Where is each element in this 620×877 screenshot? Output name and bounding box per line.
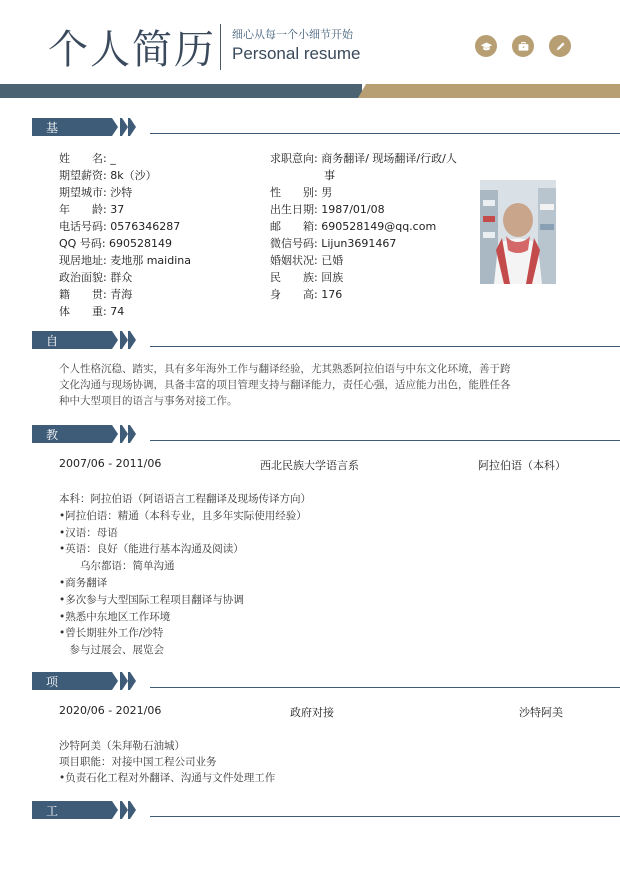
info-row: 现居地址: 麦地那 maidina (59, 254, 191, 267)
info-row: 微信号码: Lijun3691467 (270, 237, 397, 250)
self-line: 文化沟通与现场协调，具备丰富的项目管理支持与翻译能力，责任心强，适应能力出色，能胜任各 (59, 379, 511, 391)
self-line: 种中大型项目的语言与事务对接工作。 (59, 395, 238, 407)
project-line: 沙特阿美（朱拜勒石油城） (59, 740, 185, 752)
edu-line: •商务翻译 (59, 576, 108, 589)
graduation-cap-icon (475, 35, 497, 57)
info-row: 政治面貌: 群众 (59, 271, 133, 284)
basic-info-left (59, 150, 191, 320)
self-description (59, 361, 559, 409)
section-title-work: 工作经历 (46, 804, 59, 869)
briefcase-icon (512, 35, 534, 57)
pencil-icon (549, 35, 571, 57)
resume-title: 个人简历 (48, 27, 216, 73)
section-title-project: 项目经历 (46, 675, 59, 740)
edu-line: 乌尔都语：简单沟通 (59, 560, 175, 573)
profile-photo (480, 180, 556, 284)
info-row: 体 重: 74 (59, 305, 125, 318)
info-row: 身 高: 176 (270, 288, 343, 301)
project-line: •负责石化工程对外翻译、沟通与文件处理工作 (59, 772, 276, 784)
header-divider (220, 24, 221, 70)
education-period: 2007/06 - 2011/06 (59, 457, 162, 470)
header-band-dark (0, 84, 362, 98)
info-row: 期望城市: 沙特 (59, 186, 133, 199)
info-row: 籍 贯: 青海 (59, 288, 133, 301)
edu-line: •汉语：母语 (59, 526, 118, 539)
project-details (59, 738, 275, 786)
education-major: 阿拉伯语（本科） (478, 459, 566, 472)
project-company: 沙特阿美 (519, 706, 563, 719)
subtitle: Personal resume (232, 44, 361, 63)
info-row: 民 族: 回族 (270, 271, 344, 284)
info-row: 姓 名: _ (59, 152, 116, 165)
project-line: 项目职能：对接中国工程公司业务 (59, 756, 217, 768)
info-row: QQ 号码: 690528149 (59, 237, 173, 250)
header-band-gold (358, 84, 620, 98)
section-title-self: 自我描述 (46, 334, 59, 399)
edu-line: •英语：良好（能进行基本沟通及阅读） (59, 543, 244, 556)
edu-line: •曾长期驻外工作/沙特 (59, 627, 164, 640)
section-title-education: 教育经历 (46, 428, 59, 493)
project-period: 2020/06 - 2021/06 (59, 704, 162, 717)
edu-line: •熟悉中东地区工作环境 (59, 610, 171, 623)
section-title-basic: 基本信息 (46, 121, 59, 186)
info-row: 电话号码: 0576346287 (59, 220, 181, 233)
edu-line: 参与过展会、展览会 (59, 644, 164, 657)
info-row: 邮 箱: 690528149@qq.com (270, 220, 437, 233)
job-intent-row: 求职意向: 商务翻译/ 现场翻译/行政/人 (270, 152, 457, 165)
edu-line: •多次参与大型国际工程项目翻译与协调 (59, 593, 244, 606)
edu-line: 本科：阿拉伯语（阿语语言工程翻译及现场传译方向） (59, 493, 311, 505)
job-intent-row-cont: 事 (324, 169, 335, 182)
project-role: 政府对接 (290, 706, 334, 719)
edu-line: •阿拉伯语：精通（本科专业，且多年实际使用经验） (59, 509, 307, 522)
info-row: 性 别: 男 (270, 186, 333, 199)
basic-info-right (270, 150, 457, 303)
slogan: 细心从每一个小细节开始 (232, 28, 353, 41)
info-row: 婚姻状况: 已婚 (270, 254, 344, 267)
self-line: 个人性格沉稳、踏实，具有多年海外工作与翻译经验，尤其熟悉阿拉伯语与中东文化环境，善于跨 (59, 363, 511, 375)
education-school: 西北民族大学语言系 (260, 459, 359, 472)
info-row: 期望薪资: 8k（沙） (59, 169, 157, 182)
info-row: 出生日期: 1987/01/08 (270, 203, 385, 216)
info-row: 年 龄: 37 (59, 203, 125, 216)
education-details (59, 491, 311, 659)
